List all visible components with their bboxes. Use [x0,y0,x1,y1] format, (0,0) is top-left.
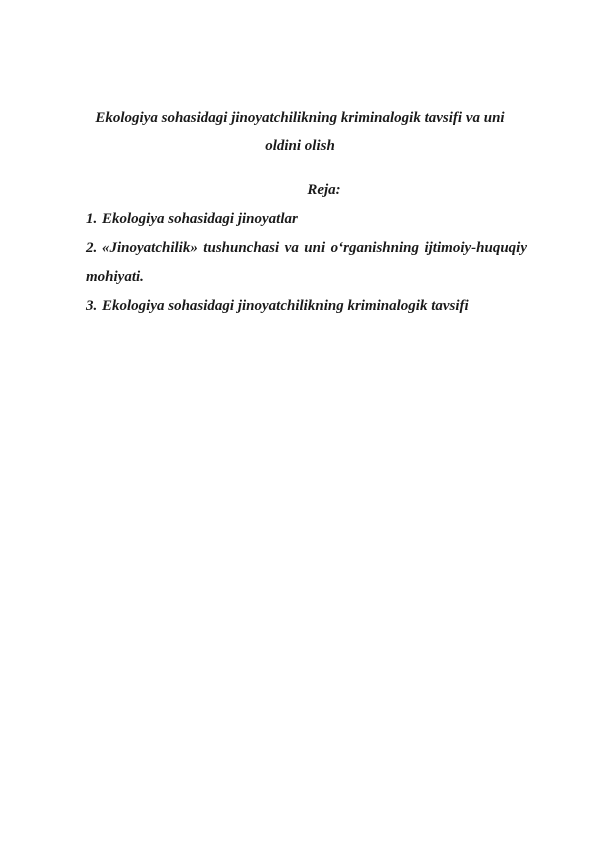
document-title [80,104,520,160]
plan-item-number: 3. [86,298,98,314]
plan-item-text: Ekologiya sohasidagi jinoyatchilikning kriminalogik tavsifi [102,298,469,314]
plan-item-3 [86,292,527,321]
document-title-line-1: Ekologiya sohasidagi jinoyatchilikning kriminalogik tavsifi va uni [95,110,505,126]
plan-item-1 [86,205,527,234]
plan-heading: Reja: [307,182,341,198]
plan-item-number: 1. [86,211,98,227]
plan-list [86,205,527,321]
plan-item-number: 2. [86,240,98,256]
plan-item-2 [86,234,527,292]
plan-item-text: Ekologiya sohasidagi jinoyatlar [102,211,298,227]
plan-item-text: «Jinoyatchilik» tushunchasi va uni o‘rganishning ijtimoiy-huquqiy mohiyati. [86,240,527,285]
document-title-line-2: oldini olish [265,138,335,154]
